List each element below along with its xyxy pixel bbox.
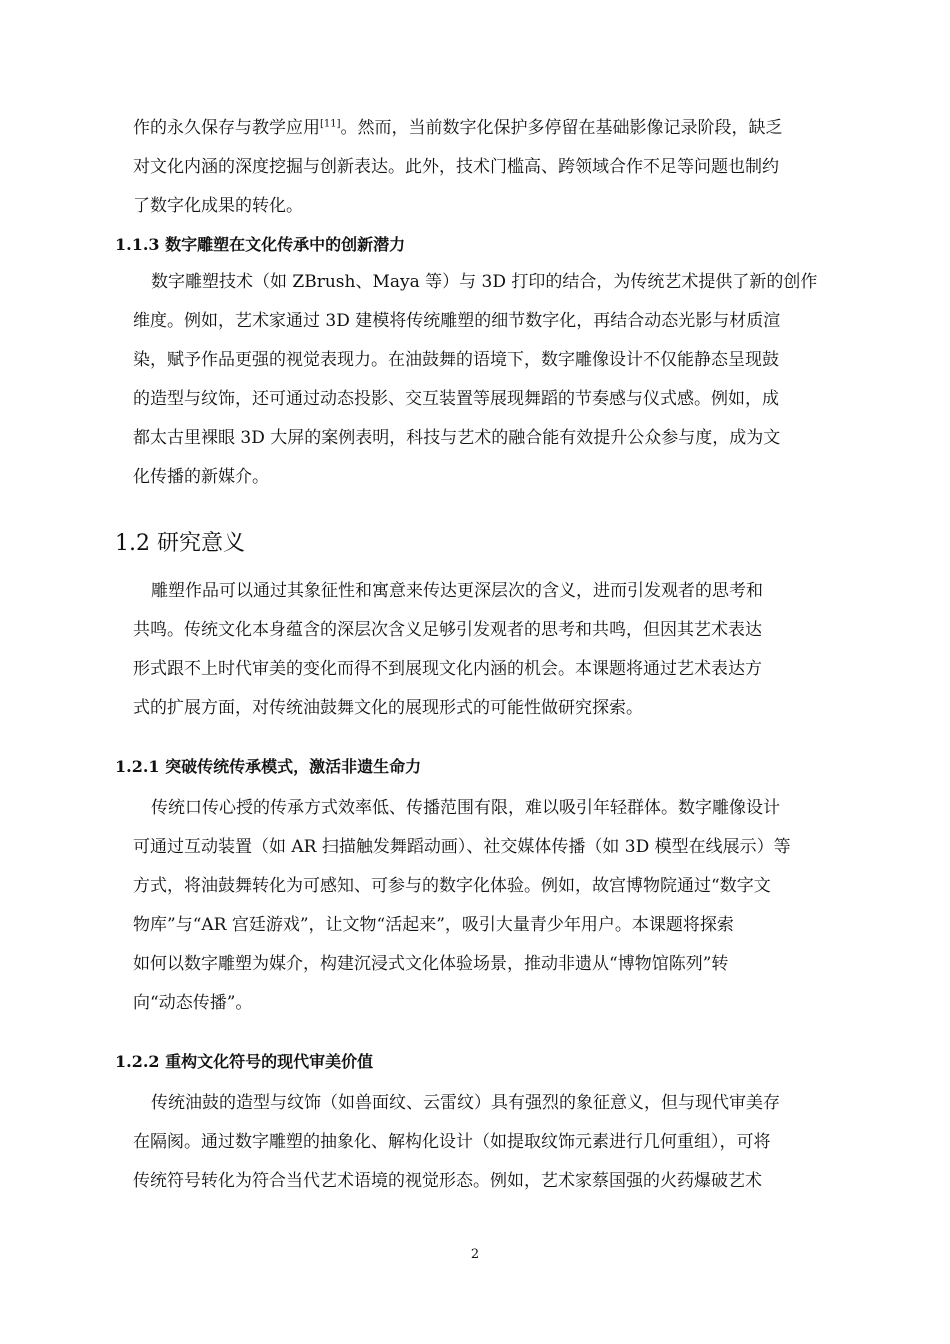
text-span: 。然而，当前数字化保护多停留在基础影像记录阶段，缺乏 [340, 118, 783, 138]
paragraph-line: 都太古里裸眼 3D 大屏的案例表明，科技与艺术的融合能有效提升公众参与度，成为文 [133, 428, 781, 448]
paragraph-line: 传统油鼓的造型与纹饰（如兽面纹、云雷纹）具有强烈的象征意义，但与现代审美存 [151, 1093, 780, 1113]
paragraph-line: 物库”与“AR 宫廷游戏”，让文物“活起来”，吸引大量青少年用户。本课题将探索 [133, 915, 734, 935]
section-heading-1-2-1: 1.2.1 突破传统传承模式，激活非遗生命力 [115, 757, 422, 776]
paragraph-line: 在隔阂。通过数字雕塑的抽象化、解构化设计（如提取纹饰元素进行几何重组），可将 [133, 1132, 771, 1152]
paragraph-line: 了数字化成果的转化。 [133, 196, 303, 216]
section-heading-1-1-3: 1.1.3 数字雕塑在文化传承中的创新潜力 [115, 235, 406, 254]
paragraph-line: 维度。例如，艺术家通过 3D 建模将传统雕塑的细节数字化，再结合动态光影与材质渲 [133, 311, 781, 331]
paragraph-line [133, 117, 783, 139]
paragraph-line: 染，赋予作品更强的视觉表现力。在油鼓舞的语境下，数字雕像设计不仅能静态呈现鼓 [133, 350, 779, 370]
page-number: 2 [470, 1247, 480, 1262]
section-heading-1-2-2: 1.2.2 重构文化符号的现代审美价值 [115, 1052, 374, 1071]
paragraph-line: 如何以数字雕塑为媒介，构建沉浸式文化体验场景，推动非遗从“博物馆陈列”转 [133, 954, 729, 974]
section-heading-1-2: 1.2 研究意义 [115, 531, 245, 556]
text-span: 作的永久保存与教学应用 [133, 118, 320, 138]
paragraph-line: 形式跟不上时代审美的变化而得不到展现文化内涵的机会。本课题将通过艺术表达方 [133, 659, 762, 679]
paragraph-line: 雕塑作品可以通过其象征性和寓意来传达更深层次的含义，进而引发观者的思考和 [151, 581, 763, 601]
paragraph-line: 化传播的新媒介。 [133, 467, 269, 487]
paragraph-line: 传统口传心授的传承方式效率低、传播范围有限，难以吸引年轻群体。数字雕像设计 [151, 798, 780, 818]
paragraph-line: 向“动态传播”。 [133, 993, 253, 1013]
paragraph-line: 对文化内涵的深度挖掘与创新表达。此外，技术门槛高、跨领域合作不足等问题也制约 [133, 157, 779, 177]
paragraph-line: 数字雕塑技术（如 ZBrush、Maya 等）与 3D 打印的结合，为传统艺术提供了新的创作 [151, 272, 818, 292]
paragraph-line: 式的扩展方面，对传统油鼓舞文化的展现形式的可能性做研究探索。 [133, 698, 643, 718]
citation-reference: [11] [320, 118, 341, 130]
paragraph-line: 共鸣。传统文化本身蕴含的深层次含义足够引发观者的思考和共鸣，但因其艺术表达 [133, 620, 762, 640]
paragraph-line: 传统符号转化为符合当代艺术语境的视觉形态。例如，艺术家蔡国强的火药爆破艺术 [133, 1171, 762, 1191]
paragraph-line: 可通过互动装置（如 AR 扫描触发舞蹈动画）、社交媒体传播（如 3D 模型在线展示）等 [133, 837, 791, 857]
paragraph-line: 方式，将油鼓舞转化为可感知、可参与的数字化体验。例如，故宫博物院通过“数字文 [133, 876, 771, 896]
paragraph-line: 的造型与纹饰，还可通过动态投影、交互装置等展现舞蹈的节奏感与仪式感。例如，成 [133, 389, 779, 409]
